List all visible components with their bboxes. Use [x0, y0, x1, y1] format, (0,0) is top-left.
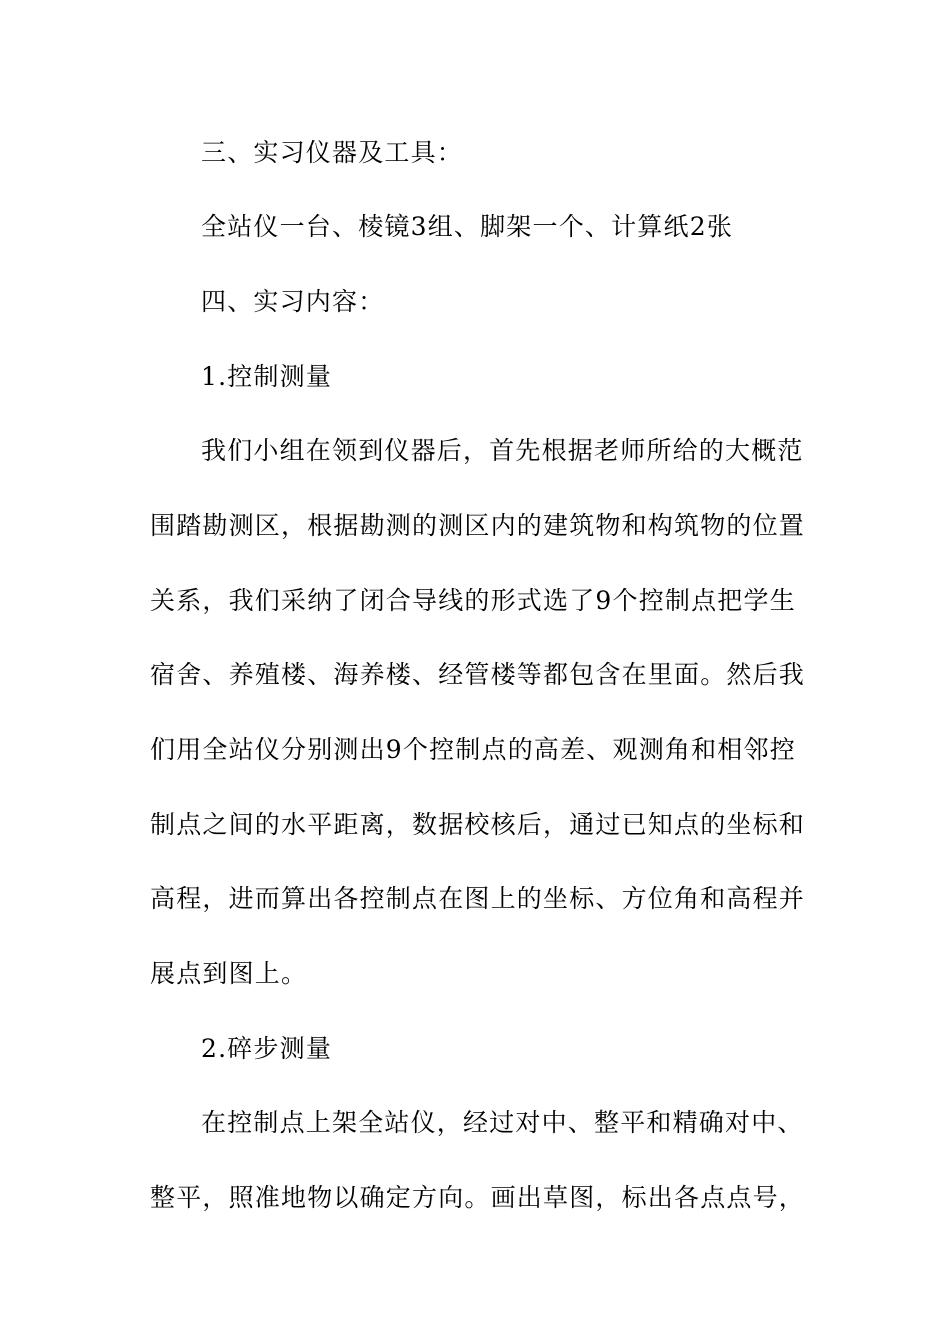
- section-heading-instruments: 三、实习仪器及工具：: [201, 138, 464, 167]
- paragraph-line: 整平，照准地物以确定方向。画出草图，标出各点点号，: [150, 1183, 806, 1212]
- subheading-control-survey: 1.控制测量: [201, 362, 333, 391]
- paragraph-line: 制点之间的水平距离，数据校核后，通过已知点的坐标和: [150, 810, 806, 839]
- instruments-list: 全站仪一台、棱镜3组、脚架一个、计算纸2张: [201, 212, 734, 241]
- paragraph-line: 围踏勘测区，根据勘测的测区内的建筑物和构筑物的位置: [150, 511, 806, 540]
- paragraph-line: 宿舍、养殖楼、海养楼、经管楼等都包含在里面。然后我: [150, 660, 806, 689]
- paragraph-line: 在控制点上架全站仪，经过对中、整平和精确对中、: [201, 1108, 804, 1137]
- paragraph-line: 我们小组在领到仪器后，首先根据老师所给的大概范: [201, 436, 804, 465]
- section-heading-content: 四、实习内容：: [201, 287, 385, 316]
- subheading-detail-survey: 2.碎步测量: [201, 1034, 333, 1063]
- paragraph-line: 展点到图上。: [150, 959, 308, 988]
- paragraph-line: 们用全站仪分别测出9个控制点的高差、观测角和相邻控: [150, 735, 796, 764]
- paragraph-line: 关系，我们采纳了闭合导线的形式选了9个控制点把学生: [150, 586, 796, 615]
- paragraph-line: 高程，进而算出各控制点在图上的坐标、方位角和高程并: [150, 884, 806, 913]
